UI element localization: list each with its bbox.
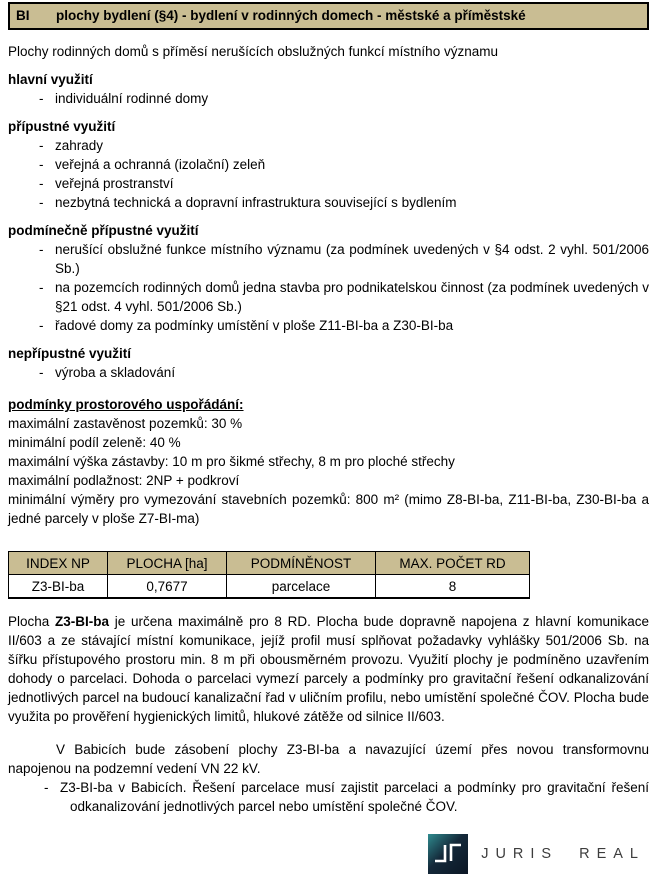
- list-item-text: Z3-BI-ba v Babicích. Řešení parcelace musí zajistit parcelaci a podmínky pro gravitační řešení odkanalizování jednotlivých parcel nebo umístění společné ČOV.: [60, 780, 649, 814]
- heading-spatial-conditions: podmínky prostorového uspořádání:: [8, 397, 244, 412]
- paragraph-text: je určena maximálně pro 8 RD. Plocha bude dopravně napojena z hlavní komunikace II/603 a ze stávající místní komunikace, jejíž profil musí splňovat požadavky vyhlášky 501/2006 Sb. na šířku přístupového prostoru min. 8 m při obousměrném provozu. Využití plochy je podmíněno uzavřením dohody o parcelaci. Dohoda o parcelaci vymezí parcely a podmínky pro gravitační řešení odkanalizování jednotlivých parcel na budoucí kanalizační řad v uličním profilu, nebo umístění společné ČOV. Plocha bude využita po prověření hygienických limitů, hlukové zátěže od silnice II/603.: [8, 614, 649, 724]
- list-item-text: zahrady: [55, 138, 104, 153]
- table-header-row: [9, 552, 530, 575]
- column-header-index-np: INDEX NP: [9, 552, 108, 575]
- list-item: [8, 89, 649, 108]
- heading-impermissible-use: nepřípustné využití: [8, 346, 132, 361]
- list-dash: -: [39, 365, 44, 380]
- list-item: [8, 174, 649, 193]
- list-dash: -: [44, 780, 49, 795]
- list-dash: -: [39, 242, 44, 257]
- table-row: [9, 575, 530, 599]
- plot-code-bold: Z3-BI-ba: [55, 614, 110, 629]
- condition-line: maximální zastavěnost pozemků: 30 %: [8, 416, 243, 431]
- list-item-text: nerušící obslužné funkce místního významu (za podmínek uvedených v §4 odst. 2 vyhl. 501/2006 Sb.): [55, 242, 649, 276]
- spatial-conditions: [8, 395, 649, 528]
- list-item: [8, 240, 649, 278]
- list-item-text: řadové domy za podmínky umístění v ploše Z11-BI-ba a Z30-BI-ba: [55, 318, 454, 333]
- list-item-text: nezbytná technická a dopravní infrastruktura související s bydlením: [55, 195, 457, 210]
- cell-index-np: Z3-BI-ba: [9, 575, 108, 599]
- list-item-text: veřejná a ochranná (izolační) zeleň: [55, 157, 266, 172]
- condition-line: maximální podlažnost: 2NP + podkroví: [8, 473, 240, 488]
- list-dash: -: [39, 91, 44, 106]
- list-item: [8, 363, 649, 382]
- cell-podminenost: parcelace: [227, 575, 376, 599]
- plot-description-paragraph: [8, 612, 649, 726]
- list-item-text: na pozemcích rodinných domů jedna stavba pro podnikatelskou činnost (za podmínek uvedených v §21 odst. 4 vyhl. 501/2006 Sb.): [55, 280, 649, 314]
- list-dash: -: [39, 176, 44, 191]
- list-dash: -: [39, 280, 44, 295]
- section-header-bar: [8, 2, 649, 30]
- cell-max-pocet-rd: 8: [376, 575, 530, 599]
- intro-text: Plochy rodinných domů s příměsí nerušících obslužných funkcí místního významu: [8, 44, 498, 59]
- list-item-text: výroba a skladování: [55, 365, 176, 380]
- list-item: [8, 278, 649, 316]
- list-item: [8, 155, 649, 174]
- list-item-text: veřejná prostranství: [55, 176, 174, 191]
- heading-main-use: hlavní využití: [8, 72, 93, 87]
- list-item: [8, 193, 649, 212]
- paragraph-text: Plocha: [8, 614, 56, 629]
- list-item: [8, 778, 649, 816]
- list-dash: -: [39, 157, 44, 172]
- list-item: [8, 136, 649, 155]
- list-dash: -: [39, 318, 44, 333]
- juris-real-logo-icon: [428, 834, 468, 874]
- section-title: plochy bydlení (§4) - bydlení v rodinných domech - městské a příměstské: [56, 8, 526, 23]
- zone-code: BI: [16, 8, 30, 23]
- footer-logo-row: [8, 834, 645, 874]
- column-header-max-pocet-rd: MAX. POČET RD: [376, 552, 530, 575]
- list-item: [8, 316, 649, 335]
- plot-index-table: [8, 551, 530, 599]
- list-dash: -: [39, 138, 44, 153]
- condition-line: minimální výměry pro vymezování stavebních pozemků: 800 m² (mimo Z8-BI-ba, Z11-BI-ba, Z30-BI-ba a jedné parcely v ploše Z7-BI-ma): [8, 492, 649, 526]
- condition-line: maximální výška zástavby: 10 m pro šikmé střechy, 8 m pro ploché střechy: [8, 454, 455, 469]
- list-item-text: individuální rodinné domy: [55, 91, 209, 106]
- column-header-podminenost: PODMÍNĚNOST: [227, 552, 376, 575]
- cell-plocha: 0,7677: [108, 575, 227, 599]
- heading-permissible-use: přípustné využití: [8, 119, 116, 134]
- juris-real-brand-text: JURIS REAL: [481, 845, 645, 862]
- list-dash: -: [39, 195, 44, 210]
- babice-paragraph: V Babicích bude zásobení plochy Z3-BI-ba a navazující území přes novou transformovnu napojenou na podzemní vedení VN 22 kV.: [8, 742, 649, 776]
- heading-conditionally-permissible-use: podmínečně přípustné využití: [8, 223, 199, 238]
- condition-line: minimální podíl zeleně: 40 %: [8, 435, 181, 450]
- column-header-plocha: PLOCHA [ha]: [108, 552, 227, 575]
